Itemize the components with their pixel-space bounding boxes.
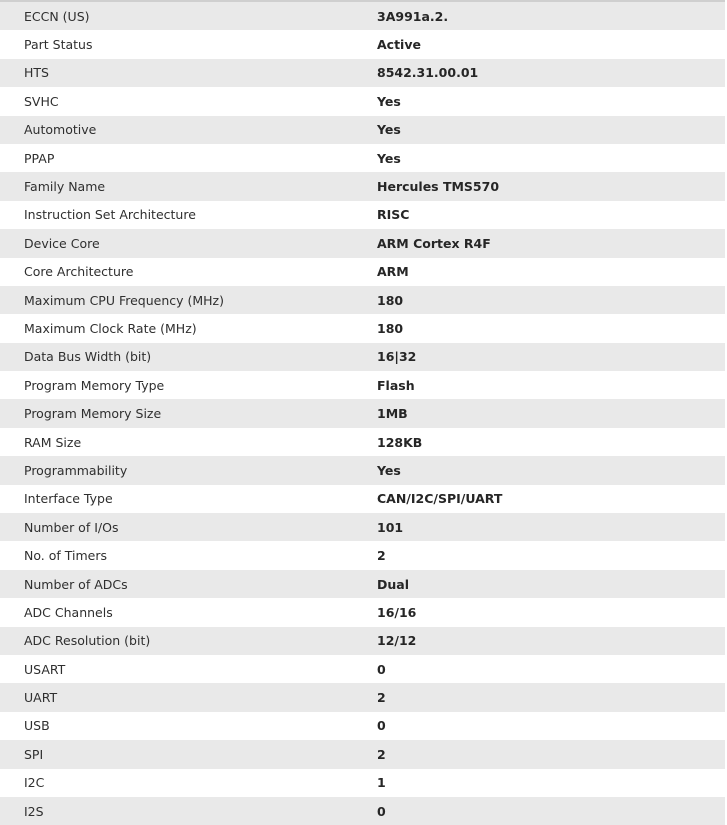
spec-value: 0	[377, 803, 386, 819]
spec-value: ARM Cortex R4F	[377, 235, 491, 251]
spec-label: No. of Timers	[24, 548, 107, 564]
spec-label: HTS	[24, 65, 49, 81]
spec-row-family-name	[0, 172, 725, 200]
spec-row-adc-resolution	[0, 627, 725, 655]
spec-value: 16/16	[377, 604, 417, 620]
spec-label: ADC Resolution (bit)	[24, 633, 151, 649]
spec-value: 2	[377, 690, 386, 706]
spec-label: Number of I/Os	[24, 519, 119, 535]
spec-label: ECCN (US)	[24, 8, 90, 24]
spec-row-eccn	[0, 2, 725, 30]
spec-label: SPI	[24, 746, 44, 762]
spec-row-spi	[0, 740, 725, 768]
spec-label: Programmability	[24, 462, 128, 478]
spec-row-device-core	[0, 229, 725, 257]
spec-value: Hercules TMS570	[377, 179, 500, 195]
spec-value: 2	[377, 746, 386, 762]
spec-row-i2s	[0, 797, 725, 825]
spec-label: Interface Type	[24, 491, 113, 507]
spec-label: USART	[24, 661, 66, 677]
spec-label: Program Memory Type	[24, 377, 165, 393]
spec-row-ram-size	[0, 428, 725, 456]
spec-value: 3A991a.2.	[377, 8, 449, 24]
spec-row-data-bus-width	[0, 343, 725, 371]
spec-label: SVHC	[24, 93, 59, 109]
spec-label: Maximum CPU Frequency (MHz)	[24, 292, 224, 308]
spec-row-max-cpu-frequency	[0, 286, 725, 314]
spec-row-i2c	[0, 769, 725, 797]
spec-value: 12/12	[377, 633, 417, 649]
spec-row-instruction-set-architecture	[0, 201, 725, 229]
spec-row-max-clock-rate	[0, 314, 725, 342]
spec-value: Yes	[377, 122, 401, 138]
spec-value: 180	[377, 292, 404, 308]
spec-label: I2S	[24, 803, 44, 819]
spec-value: 1	[377, 775, 386, 791]
spec-row-number-of-timers	[0, 541, 725, 569]
spec-value: 1MB	[377, 406, 408, 422]
spec-row-adc-channels	[0, 598, 725, 626]
spec-label: Family Name	[24, 179, 106, 195]
spec-row-programmability	[0, 456, 725, 484]
spec-label: Device Core	[24, 235, 100, 251]
spec-label: Maximum Clock Rate (MHz)	[24, 320, 197, 336]
spec-row-program-memory-size	[0, 399, 725, 427]
spec-value: Yes	[377, 150, 401, 166]
spec-row-program-memory-type	[0, 371, 725, 399]
spec-label: Part Status	[24, 37, 93, 53]
spec-value: 180	[377, 320, 404, 336]
spec-label: Instruction Set Architecture	[24, 207, 196, 223]
spec-value: Flash	[377, 377, 415, 393]
spec-row-hts	[0, 59, 725, 87]
spec-value: CAN/I2C/SPI/UART	[377, 491, 503, 507]
spec-label: ADC Channels	[24, 604, 113, 620]
spec-value: 8542.31.00.01	[377, 65, 479, 81]
spec-label: Core Architecture	[24, 264, 134, 280]
spec-label: Automotive	[24, 122, 97, 138]
spec-value: Active	[377, 37, 421, 53]
spec-value: 0	[377, 718, 386, 734]
spec-value: 128KB	[377, 434, 423, 450]
spec-row-usb	[0, 712, 725, 740]
spec-row-uart	[0, 683, 725, 711]
spec-row-part-status	[0, 30, 725, 58]
spec-row-number-of-adcs	[0, 570, 725, 598]
spec-value: Yes	[377, 462, 401, 478]
spec-label: USB	[24, 718, 50, 734]
spec-label: Data Bus Width (bit)	[24, 349, 152, 365]
spec-value: 16|32	[377, 349, 417, 365]
spec-label: RAM Size	[24, 434, 82, 450]
spec-row-automotive	[0, 116, 725, 144]
spec-value: 0	[377, 661, 386, 677]
spec-row-interface-type	[0, 485, 725, 513]
spec-value: RISC	[377, 207, 410, 223]
spec-value: Dual	[377, 576, 409, 592]
spec-label: PPAP	[24, 150, 55, 166]
spec-label: Program Memory Size	[24, 406, 162, 422]
spec-row-svhc	[0, 87, 725, 115]
spec-row-ppap	[0, 144, 725, 172]
spec-label: I2C	[24, 775, 45, 791]
spec-value: 2	[377, 548, 386, 564]
spec-value: Yes	[377, 93, 401, 109]
spec-label: Number of ADCs	[24, 576, 128, 592]
spec-row-usart	[0, 655, 725, 683]
spec-value: 101	[377, 519, 404, 535]
spec-value: ARM	[377, 264, 409, 280]
spec-row-number-of-ios	[0, 513, 725, 541]
spec-row-core-architecture	[0, 258, 725, 286]
spec-label: UART	[24, 690, 58, 706]
